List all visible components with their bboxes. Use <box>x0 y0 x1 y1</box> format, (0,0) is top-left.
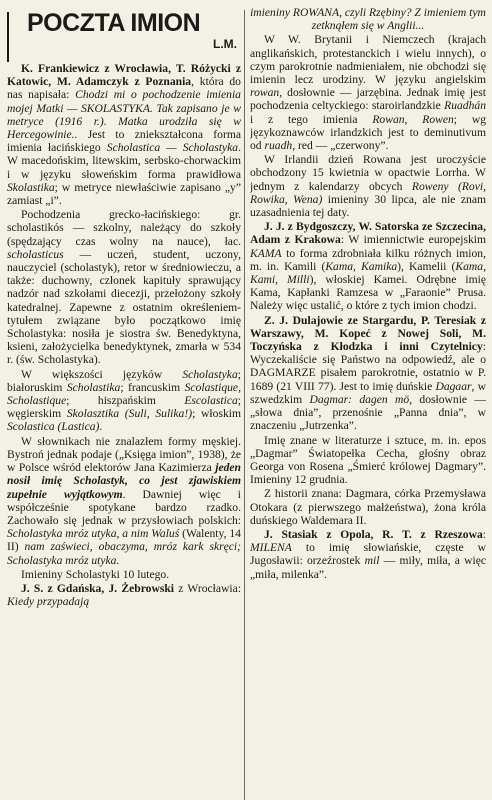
text-run: rowan <box>250 86 280 100</box>
column-divider <box>244 10 245 800</box>
paragraph <box>7 435 241 567</box>
text-run: ), włoskiej Kamei. Odrębne imię Kama, Kapłanki Ramzesa w „Faraonie” Prusa. Należy więc ustalić, o które z tych imion chodzi. <box>250 273 486 313</box>
text-run: : W imiennictwie europejskim <box>340 233 486 247</box>
text-run: ; w metryce niewłaściwie zapisano „y” zamiast „i”. <box>7 180 241 208</box>
text-run: Z. J. Dulajowie ze Stargardu, P. Teresiak z Warszawy, M. Kopeć z Nowej Soli, M. Toczyńska z Kłodzka i inni Czytelnicy <box>250 313 486 354</box>
text-run: ; francuskim <box>120 380 185 394</box>
text-run: , red — „czerwony”. <box>292 139 389 153</box>
text-run: J. Stasiak z Opola, R. T. z Rzeszowa <box>264 527 483 541</box>
text-run: ; włoskim <box>192 407 241 421</box>
paragraph <box>250 153 486 219</box>
paragraph <box>250 314 486 433</box>
text-run: ; hiszpańskim <box>66 394 185 408</box>
text-run: K. Frankiewicz z Wrocławia, T. Różycki z Katowic, M. Adamczyk z Poznania <box>7 62 241 89</box>
text-run: to forma zdrobniała kilku różnych imion, m. in. Kamili ( <box>250 246 486 273</box>
text-run: mil <box>364 554 380 568</box>
text-run: imieniny ROWANA, czyli Rzębiny? Z imieniem tym zetknąłem się w Anglii... <box>250 6 486 33</box>
text-run: Pochodzenia grecko-łacińskiego: gr. scholastikós — szkolny, należący do szkoły (spędzający czas wolny na nauce), łac. <box>7 208 241 248</box>
column-header <box>7 8 241 62</box>
text-run: i z tego imienia <box>250 112 373 126</box>
text-run: (Walenty, 14 II) <box>7 527 241 554</box>
text-run: : <box>482 527 486 541</box>
text-run: Scolastica (Lastica) <box>7 420 100 434</box>
text-run: W W. Brytanii i Niemczech (krajach anglikańskich, protestanckich i wielu innych), o czym parokrotnie nadmieniałem, nie obchodzi się imienin lecz urodziny. W języku angielskim <box>250 33 486 87</box>
paragraph <box>250 487 486 527</box>
text-run: Imieniny Scholastyki 10 lutego. <box>21 567 170 581</box>
right-column <box>250 6 486 800</box>
text-run: , dosłownie — „słowa dnia”, przenośnie „Panna dnia”, w znaczeniu „Jutrzenka”. <box>250 392 486 433</box>
text-run: nam zaświeci, obaczyma, mróz kark skręci; Scholastyka mróz utyka. <box>7 540 241 567</box>
text-run: J. J. z Bydgoszczy, W. Satorska ze Szczecina, Adam z Krakowa <box>250 220 486 247</box>
text-run: Kama, Kamika <box>325 259 398 273</box>
text-run: jeden nosił imię Scholastyk, co jest zjawiskiem zupełnie wyjątkowym <box>7 461 241 501</box>
text-run: W większości języków <box>21 367 183 381</box>
paragraph <box>7 62 241 207</box>
text-run: Escolastica <box>184 394 238 408</box>
text-run: Scholastyka mróz utyka, a nim Waluś <box>7 527 180 541</box>
text-run: ruadh <box>264 139 293 153</box>
paragraph <box>250 434 486 487</box>
text-run: . Dawniej więc i współcześnie spotykane bardzo rzadko. Zachowało się jednak w przysłowiach polskich: <box>7 487 241 527</box>
text-run: MILENA <box>250 541 292 555</box>
text-run: Rowan, Rowen <box>372 112 454 126</box>
page-title: POCZTA IMION <box>27 9 201 37</box>
text-run: Scolastique, Scholastique <box>7 380 241 408</box>
text-run: Ruadhán <box>444 99 486 113</box>
text-run: Skolastika <box>7 180 55 194</box>
text-run: — miły, miła, a więc „miła, milenka”. <box>250 554 486 581</box>
text-run: J. S. z Gdańska, J. Żebrowski <box>21 581 174 595</box>
text-run: scholasticus <box>7 247 64 261</box>
text-run: — uczeń, student, uczony, nauczyciel (scholastyk), retor w średniowieczu, a także: duchowny, członek kapituły sprawujący nadzór nad szkołami diecezji, przełożony szkoły katedralnej. Zapewne z ostatnim określeniem-tytułem związane było początkowo imię Scholastyka: nosiła je siostra św. Benedyktyna, ksieni, założycielka benedyktynek, zmarła w 534 r. (św. Scholastyka). <box>7 247 241 367</box>
text-run: W słownikach nie znalazłem formy męskiej. Bystroń jednak podaje („Księga imion”, 1938), że w Polsce wśród elektorów Jana Kazimierza <box>7 434 241 475</box>
paragraph <box>250 33 486 152</box>
text-run: ; wg językoznawców irlandzkich jest to deminutivum od <box>250 112 486 153</box>
paragraph <box>250 220 486 312</box>
text-run: , w szwedzkim <box>250 379 486 406</box>
text-run: Dagaar <box>435 379 472 393</box>
text-run: Scholastica — Scholastyka <box>106 141 239 155</box>
text-run: imieniny 30 lipca, ale nie znam uzasadnienia tej daty. <box>250 192 486 220</box>
text-run: Scholastika <box>66 380 121 394</box>
author-initials: L.M. <box>213 37 237 51</box>
paragraph <box>250 528 486 581</box>
text-run: . <box>99 420 103 434</box>
text-run: Kiedy przypadają <box>7 595 90 609</box>
text-run: Roweny (Rovi, Rowika, Wena) <box>250 179 486 206</box>
text-run: Z historii znana: Dagmara, córka Przemysława Otokara (z pierwszego małżeństwa), żona króla duńskiego Waldemara II. <box>250 487 486 527</box>
text-run: Scholastyka <box>182 367 238 381</box>
paragraph <box>7 582 241 608</box>
text-run: z Wrocławia: <box>174 581 241 595</box>
text-run: : Wyczekaliście się Państwo na odpowiedź, ale o DAGMARZE pisałem parokrotnie, ostatnio w P. 1689 (21 VIII 77). Jest to imię duńskie <box>250 340 486 393</box>
text-run: KAMA <box>250 246 282 260</box>
text-run: ), Kamelii ( <box>397 259 456 273</box>
text-run: Skolasztika (Suli, Sulika!) <box>66 407 193 421</box>
text-run: ; węgierskim <box>7 394 241 421</box>
text-run: , dosłownie — jarzębina. Jednak imię jest pochodzenia celtyckiego: staroirlandzkie <box>250 86 486 113</box>
text-run: ; białoruskim <box>7 367 241 394</box>
paragraph <box>250 6 486 32</box>
title-rule <box>7 12 9 62</box>
text-run: Chodzi mi o pochodzenie imienia mojej Matki — SKOLASTYKA. Tak zapisano je w metryce (1916 r.). Matka urodziła się w Hercegowinie. <box>7 88 241 142</box>
paragraph <box>7 368 241 434</box>
paragraph <box>7 208 241 366</box>
paragraph <box>7 568 241 581</box>
text-run: Dagmar: dagen mö <box>309 392 410 406</box>
text-run: . Jest to zniekształcona forma imienia łacińskiego <box>7 128 241 155</box>
text-run: . W macedońskim, litewskim, serbsko-chorwackim i w języku słoweńskim forma prawidłowa <box>7 141 241 181</box>
text-run: Kama, Kami, Milli <box>250 259 486 287</box>
text-run: W Irlandii dzień Rowana jest uroczyście obchodzony 15 kwietnia w opactwie Lorrha. W jednym z kalendarzy obcych <box>250 153 486 193</box>
left-column <box>7 6 241 800</box>
text-run: , która do nas napisała: <box>7 75 241 102</box>
text-run: to imię słowiańskie, częste w Jugosławii: orzeźrostek <box>250 541 486 568</box>
text-run: Imię znane w literaturze i sztuce, m. in. epos „Dagmar” Światopełka Cecha, głośny obraz Georga von Rosena „Śmierć królowej Dagmary”. Imieniny 12 grudnia. <box>250 433 486 487</box>
